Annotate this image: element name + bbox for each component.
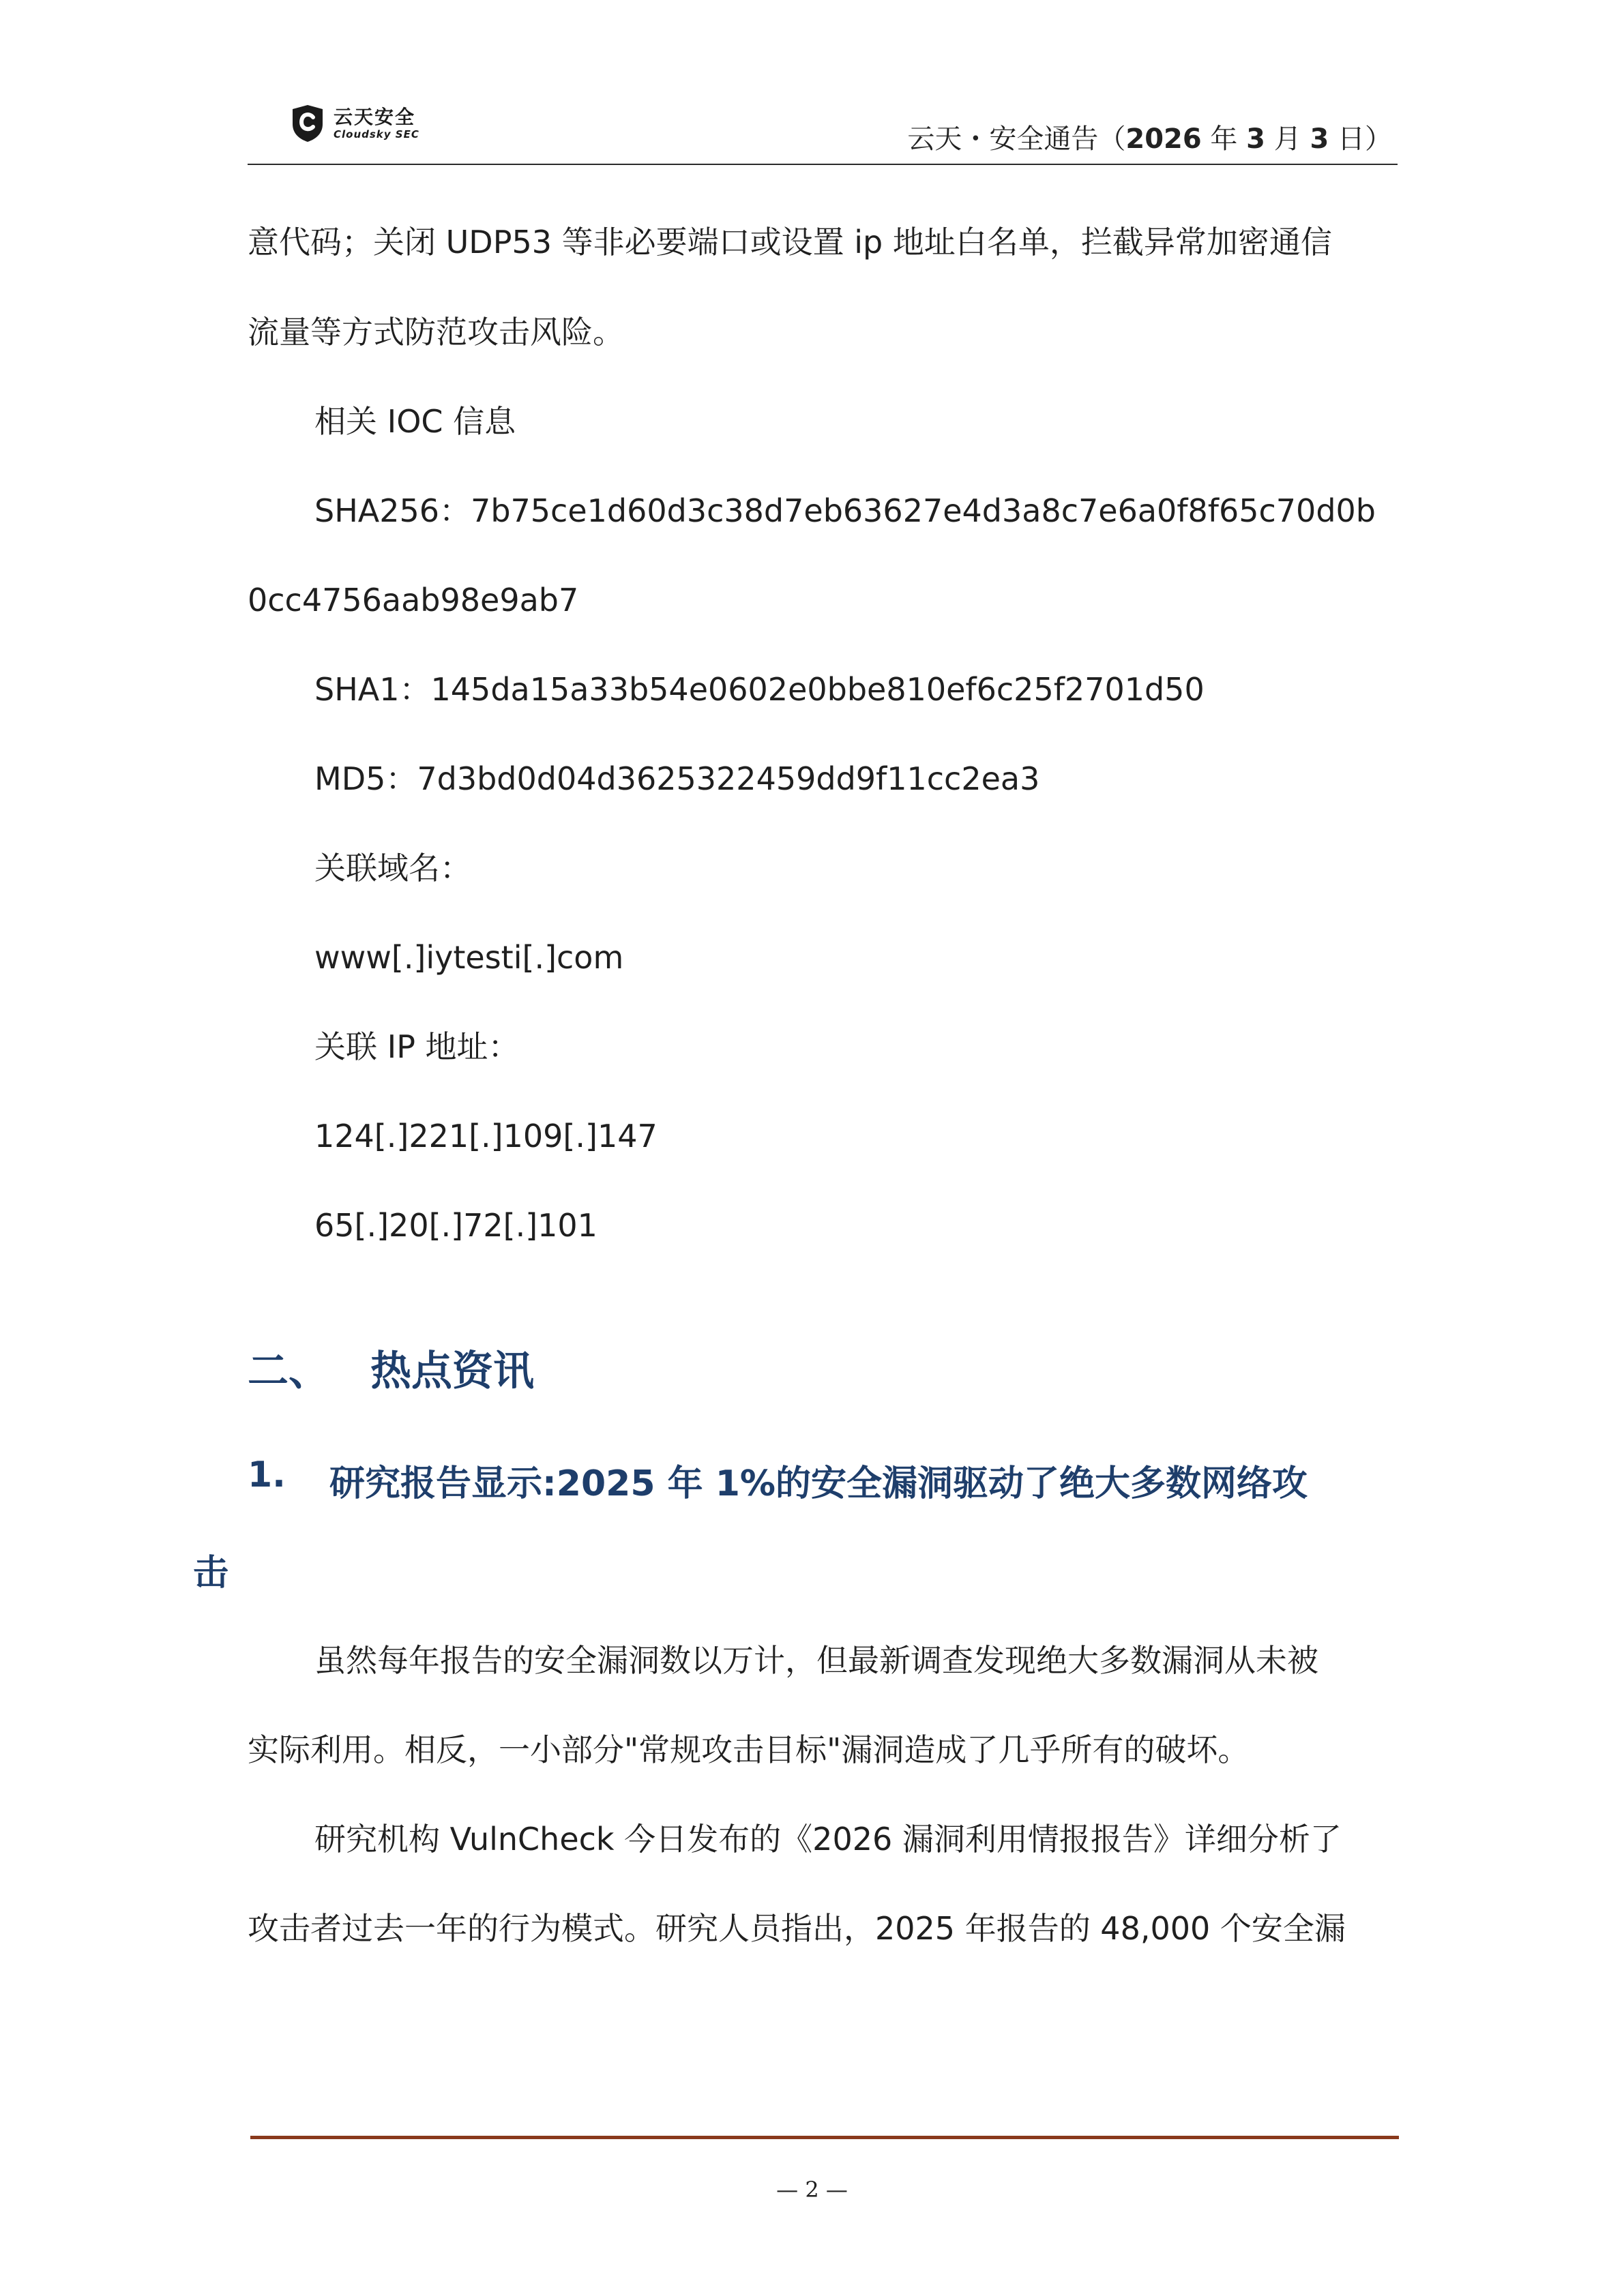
logo-english-name: Cloudsky SEC xyxy=(334,128,419,140)
paragraph-line: 意代码；关闭 UDP53 等非必要端口或设置 ip 地址白名单，拦截异常加密通信 xyxy=(248,224,1332,260)
page-number: — 2 — xyxy=(776,2177,848,2203)
header-divider xyxy=(248,164,1398,165)
company-logo xyxy=(290,102,440,147)
related-ip: 65[.]20[.]72[.]101 xyxy=(314,1207,597,1244)
paragraph-line: 实际利用。相反，一小部分"常规攻击目标"漏洞造成了几乎所有的破坏。 xyxy=(248,1731,1250,1768)
related-ip: 124[.]221[.]109[.]147 xyxy=(314,1118,658,1154)
ioc-md5: MD5：7d3bd0d04d3625322459dd9f11cc2ea3 xyxy=(314,760,1040,797)
article-title: 研究报告显示:2025 年 1%的安全漏洞驱动了绝大多数网络攻 xyxy=(329,1463,1308,1504)
article-number: 1. xyxy=(248,1455,286,1495)
ioc-heading: 相关 IOC 信息 xyxy=(314,403,516,440)
article-title-cont: 击 xyxy=(193,1553,229,1594)
related-domain-label: 关联域名： xyxy=(314,850,471,886)
paragraph-line: 攻击者过去一年的行为模式。研究人员指出，2025 年报告的 48,000 个安全漏 xyxy=(248,1910,1346,1947)
footer-divider xyxy=(250,2136,1399,2139)
section-number: 二、 xyxy=(248,1347,329,1395)
logo-chinese-name: 云天安全 xyxy=(334,106,416,128)
paragraph-line: 研究机构 VulnCheck 今日发布的《2026 漏洞利用情报报告》详细分析了 xyxy=(314,1821,1342,1858)
paragraph-line: 虽然每年报告的安全漏洞数以万计，但最新调查发现绝大多数漏洞从未被 xyxy=(314,1642,1318,1679)
related-domain: www[.]iytesti[.]com xyxy=(314,939,624,976)
ioc-sha256: SHA256：7b75ce1d60d3c38d7eb63627e4d3a8c7e6a0f8f65c70d0b xyxy=(314,492,1376,529)
paragraph-line: 流量等方式防范攻击风险。 xyxy=(248,314,624,351)
section-heading xyxy=(248,1339,534,1397)
related-ip-label: 关联 IP 地址： xyxy=(314,1028,520,1065)
ioc-sha1: SHA1：145da15a33b54e0602e0bbe810ef6c25f2701d50 xyxy=(314,671,1205,708)
shield-c-logo-icon xyxy=(290,104,325,143)
ioc-sha256-cont: 0cc4756aab98e9ab7 xyxy=(248,582,579,618)
notice-title: 云天・安全通告（2026 年 3 月 3 日） xyxy=(907,123,1392,155)
section-title: 热点资讯 xyxy=(370,1347,534,1395)
